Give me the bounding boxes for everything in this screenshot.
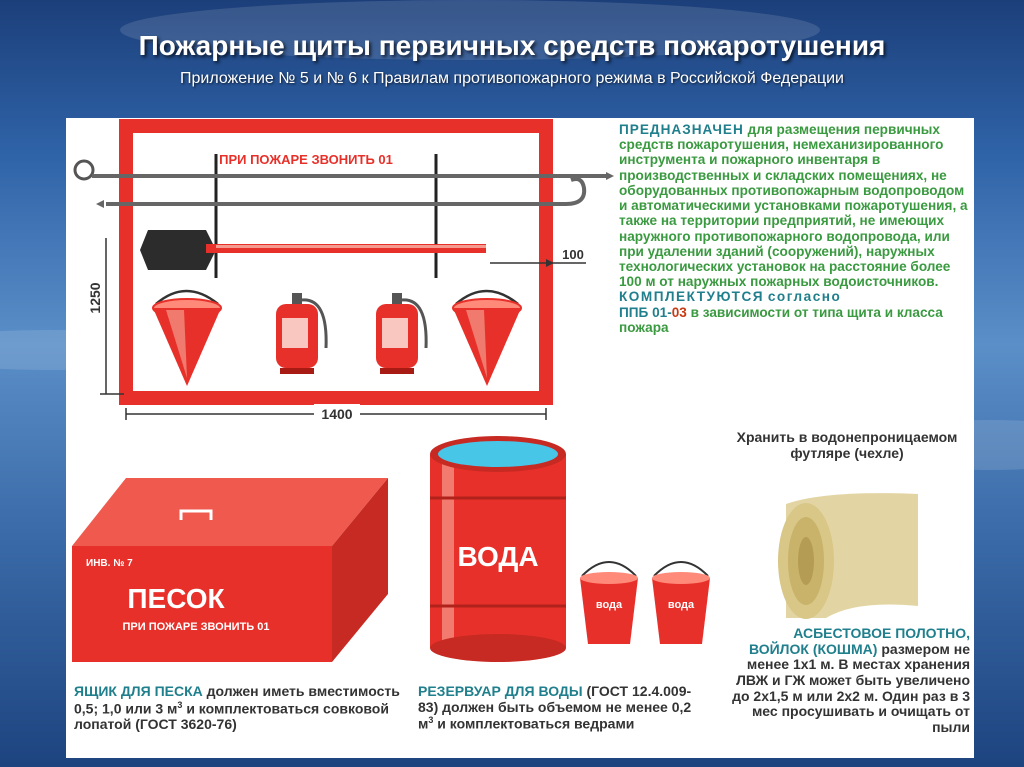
sand-call: ПРИ ПОЖАРЕ ЗВОНИТЬ 01 [122,621,270,633]
water-tank-icon [430,436,566,662]
bucket-label: вода [595,599,623,611]
shield-call-label: ПРИ ПОЖАРЕ ЗВОНИТЬ 01 [219,152,393,167]
page-subtitle: Приложение № 5 и № 6 к Правилам противопожарного режима в Российской Федерации [179,70,844,87]
water-bucket-icon [652,562,710,644]
water-tank-heading: РЕЗЕРВУАР ДЛЯ ВОДЫ [418,683,583,699]
felt-body: размером не менее 1х1 м. В местах хранения ЛВЖ и ГЖ может быть увеличено до 2х1,5 м или 2х2 м. Один раз в 3 мес просушивать и очищать от пыли [732,640,970,736]
water-tank-text-1: (ГОСТ 12.4.009-83) должен быть объемом не менее 0,2 м [418,683,692,732]
water-bucket-icon [580,562,638,644]
felt-heading: АСБЕСТОВОЕ ПОЛОТНО, ВОЙЛОК (КОШМА) [748,625,970,657]
felt-roll-icon [778,493,918,619]
page-title: Пожарные щиты первичных средств пожаротушения [138,30,886,61]
sand-box-icon [72,478,388,662]
water-tank-description [418,684,708,733]
purpose-keyword-2: КОМПЛЕКТУЮТСЯ [619,289,765,305]
sand-inv: ИНВ. № 7 [86,558,133,569]
sand-box-text-1: должен иметь вместимость 0,5; 1,0 или 3 м [74,683,400,717]
dimension-width [126,404,546,424]
sand-label: ПЕСОК [127,583,225,614]
dimension-height [87,238,124,394]
shield-purpose-text [619,122,969,335]
water-tank-text-2: и комплектоваться ведрами [437,716,635,732]
sand-box-text-2: и комплектоваться совковой лопатой (ГОСТ 3620-76) [74,700,389,732]
offset-dim-label: 100 [562,247,584,262]
felt-description [730,626,970,736]
purpose-keyword: ПРЕДНАЗНАЧЕН [619,122,744,137]
purpose-ppb: ППБ 01- [619,304,672,320]
height-dim-label: 1250 [87,282,103,314]
sand-box-heading: ЯЩИК ДЛЯ ПЕСКА [74,683,203,699]
purpose-soglasno: согласно [767,289,842,305]
fire-shield [75,126,614,398]
felt-storage-note: Хранить в водонепроницаемом футляре (чехле) [736,429,958,461]
sand-box-description [74,684,404,733]
bucket-label: вода [667,599,695,611]
content-panel [66,118,974,758]
width-dim-label: 1400 [321,406,353,422]
purpose-tail: в зависимости от типа щита и класса пожара [619,304,943,335]
water-label: ВОДА [457,541,539,572]
purpose-ppb-code: 03 [671,304,687,320]
water-tank-sup: 3 [428,715,434,726]
purpose-body: для размещения первичных средств пожаротушения, немеханизированного инструмента и пожарного инвентаря в производственных и складских помещениях, не оборудованных противопожарным водопроводом и автоматическими установками пожаротушения, а также на территории предприятий, не имеющих наружного противопожарного водопровода, или при удалении зданий (сооружений), наружных технологических установок на расстояние более 100 м от наружных пожарных водоисточников. [619,122,968,290]
sand-box-sup: 3 [177,699,183,710]
